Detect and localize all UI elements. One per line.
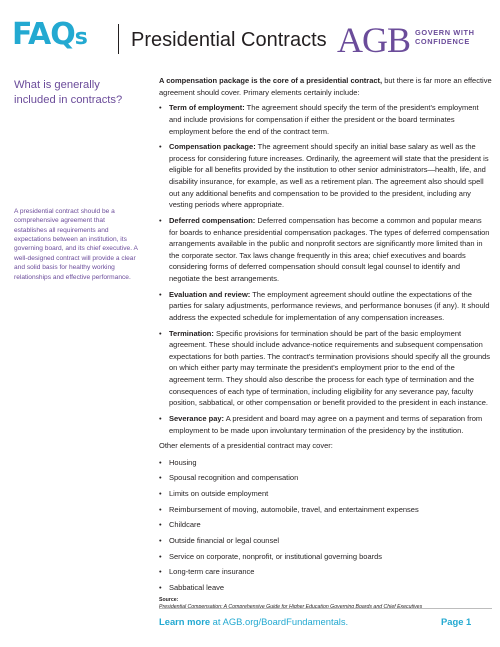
learn-more-bold: Learn more bbox=[159, 616, 211, 627]
list-item: • Housing bbox=[159, 457, 492, 469]
agb-tagline-line-2: CONFIDENCE bbox=[415, 37, 470, 47]
page-title: Presidential Contracts bbox=[131, 29, 327, 51]
list-item bbox=[159, 289, 492, 324]
agb-tagline-line-1: GOVERN WITH bbox=[415, 28, 475, 37]
list-item: • Limits on outside employment bbox=[159, 488, 492, 500]
list-item: • Sabbatical leave bbox=[159, 582, 492, 594]
list-item: • Service on corporate, nonprofit, or institutional governing boards bbox=[159, 551, 492, 563]
main-content bbox=[159, 75, 492, 611]
element-term: Deferred compensation: bbox=[169, 215, 256, 225]
learn-more-link[interactable] bbox=[159, 616, 348, 627]
element-term: Term of employment: bbox=[169, 103, 245, 113]
list-item bbox=[159, 413, 492, 436]
sidebar-note: A presidential contract should be a comprehensive agreement that establishes all requirements and expectations between an institution, its governing board, and its chief executive. A well-designed contract will provide a clear and solid basis for healthy working relationships and effective performance. bbox=[14, 208, 138, 281]
element-term: Compensation package: bbox=[169, 142, 256, 152]
element-term: Evaluation and review: bbox=[169, 289, 251, 299]
list-item: • Reimbursement of moving, automobile, travel, and entertainment expenses bbox=[159, 504, 492, 516]
intro-bold: A compensation package is the core of a presidential contract, bbox=[159, 76, 383, 85]
other-elements-list bbox=[159, 457, 492, 594]
list-item bbox=[159, 102, 492, 137]
element-text: The agreement should specify an initial base salary as well as the process for considering future increases. Ordinarily, the agreement will state that the president is eligible for all benefits provided by the institution to other senior administrators—health, life, and disability insurance, for example, as well as a retirement plan. The agreement also should spell out any additional benefits and compensation to be provided to the president, including any vesting periods where appropriate. bbox=[169, 142, 489, 210]
header-divider bbox=[118, 24, 119, 54]
source-label: Source: bbox=[159, 597, 179, 604]
faqs-logo bbox=[12, 17, 88, 52]
page-header bbox=[0, 0, 500, 64]
list-item: • Childcare bbox=[159, 519, 492, 531]
list-item: • Long-term care insurance bbox=[159, 566, 492, 578]
learn-more-rest: at AGB.org/BoardFundamentals. bbox=[210, 616, 349, 627]
list-item: • Spousal recognition and compensation bbox=[159, 472, 492, 484]
list-item bbox=[159, 141, 492, 211]
element-text: The employment agreement should outline the expectations of the parties for salary adjustments, performance reviews, and performance bonuses (if any). It should address the expected schedule for implementation of any compensation increases. bbox=[169, 289, 490, 322]
list-item bbox=[159, 215, 492, 285]
intro-paragraph bbox=[159, 75, 492, 98]
primary-elements-list bbox=[159, 102, 492, 436]
agb-tagline bbox=[415, 28, 495, 47]
list-item bbox=[159, 328, 492, 409]
sidebar-question: What is generally included in contracts? bbox=[14, 79, 123, 106]
other-elements-intro: Other elements of a presidential contract may cover: bbox=[159, 441, 333, 451]
element-term: Severance pay: bbox=[169, 413, 225, 423]
element-text: The agreement should specify the term of the president's employment and include provisions for compensation if either the president or the board terminates employment before the end of the contract term. bbox=[169, 103, 479, 136]
agb-logo: AGB bbox=[337, 20, 411, 60]
list-item: • Outside financial or legal counsel bbox=[159, 535, 492, 547]
element-term: Termination: bbox=[169, 328, 214, 338]
faqs-logo-main: FAQ bbox=[12, 17, 75, 52]
element-text: Specific provisions for termination should be part of the basic employment agreement. These should include advance-notice requirements and subsequent compensation expectations for both parties. The contract's termination provisions should specify all the grounds on which either party may terminate the president's employment prior to the end of the agreement term. They should also describe the process for each type of termination and the consequences of each type of termination, including eligibility for any severance pay, faculty position, sabbatical, or other compensation or benefit provided to the president in each instance. bbox=[169, 328, 491, 408]
element-text: A president and board may agree on a payment and terms of separation from employment to be made upon involuntary termination of the presidency by the institution. bbox=[169, 413, 483, 435]
intro-rest: but there is far more an effective agreement should cover. Primary elements certainly include: bbox=[159, 76, 492, 97]
faqs-logo-s: s bbox=[74, 25, 88, 50]
element-text: Deferred compensation has become a common and popular means for boards to enhance presidential compensation packages. The types of deferred compensation arrangements available in the public and nonprofit sectors are significantly more limited than in the corporate sector. Tax laws change frequently in this area; chief executives and boards considering forms of deferred compensation should consult legal counsel to identify and negotiate the best arrangements. bbox=[169, 215, 490, 283]
footer-divider bbox=[159, 608, 492, 609]
page-number: Page 1 bbox=[441, 616, 472, 627]
